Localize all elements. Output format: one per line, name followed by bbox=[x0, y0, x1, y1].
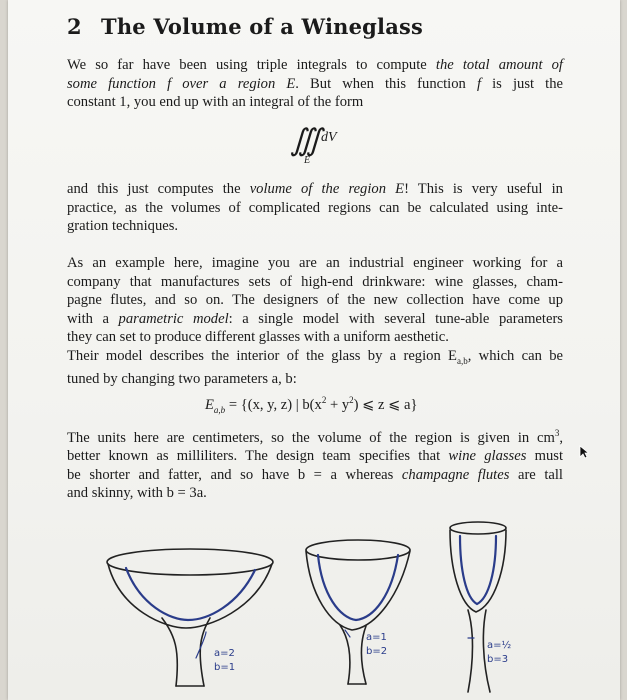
units-line-3 bbox=[67, 466, 563, 485]
example-subscript: a,b bbox=[456, 355, 468, 366]
paragraph-intro bbox=[67, 56, 563, 112]
units-exponent: 3 bbox=[554, 428, 560, 438]
formula-text: + y bbox=[326, 396, 350, 413]
volume-line-1 bbox=[67, 180, 563, 199]
units-line-2 bbox=[67, 447, 563, 466]
formula-E: E bbox=[205, 396, 214, 413]
formula-exponent: 2 bbox=[321, 395, 327, 405]
sketch-champagne-flute bbox=[450, 522, 509, 692]
example-line-3: pagne flutes, and so on. The designers of the new collection have come up bbox=[67, 292, 563, 308]
math-E: E bbox=[286, 75, 296, 92]
integral-domain: E bbox=[304, 155, 311, 166]
example-text: Their model describes the interior of the glass by a region E bbox=[67, 347, 457, 364]
label-glass2-b: b=2 bbox=[366, 646, 388, 657]
label-glass1-a: a=2 bbox=[214, 648, 235, 659]
example-line-6 bbox=[67, 347, 563, 370]
sketch-medium-glass bbox=[306, 540, 410, 684]
wineglass-sketches bbox=[0, 500, 627, 700]
units-line-1 bbox=[67, 424, 563, 447]
intro-line-2 bbox=[67, 75, 563, 94]
intro-emphasis: the total amount of bbox=[435, 57, 563, 73]
example-emphasis: parametric model bbox=[118, 310, 229, 327]
triple-integral-symbol: ∭ bbox=[290, 124, 313, 157]
units-text: The units here are centimeters, so the volume of the region is given in cm bbox=[67, 429, 555, 446]
formula-text: = {(x, y, z) | b(x bbox=[225, 396, 322, 413]
paragraph-example bbox=[67, 254, 563, 388]
label-glass2-a: a=1 bbox=[366, 632, 387, 643]
math-f: f bbox=[476, 75, 481, 92]
example-text: , which can be bbox=[467, 347, 563, 364]
intro-line-1 bbox=[67, 56, 563, 75]
region-formula bbox=[205, 395, 418, 415]
intro-emphasis: some function bbox=[67, 75, 168, 92]
units-text: be shorter and fatter, and so have b = a whereas bbox=[67, 466, 402, 483]
units-line-4: and skinny, with b = 3a. bbox=[67, 485, 207, 502]
section-number: 2 bbox=[67, 14, 82, 39]
volume-emphasis: volume of the region E bbox=[249, 181, 405, 197]
units-emphasis: champagne flutes bbox=[401, 466, 510, 483]
example-line-4 bbox=[67, 310, 563, 329]
paragraph-units bbox=[67, 424, 563, 503]
example-text: : a single model with several tune-able parameters bbox=[228, 310, 563, 327]
example-text: with a bbox=[67, 310, 119, 327]
intro-text: We so far have been using triple integrals to compute bbox=[67, 57, 436, 73]
example-line-2: company that manufactures sets of high-end drinkware: wine glasses, cham- bbox=[67, 273, 563, 290]
section-heading bbox=[67, 14, 423, 39]
paragraph-volume bbox=[67, 180, 563, 236]
volume-line-2: practice, as the volumes of complicated regions can be calculated using inte- bbox=[67, 199, 563, 216]
formula-text: ) ⩽ z ⩽ a} bbox=[353, 396, 418, 413]
integral-differential: dV bbox=[321, 130, 337, 145]
units-text: better known as milliliters. The design team specifies that bbox=[67, 448, 449, 465]
volume-text: and this just computes the bbox=[67, 181, 250, 197]
units-emphasis: wine glasses bbox=[448, 448, 527, 465]
label-glass1-b: b=1 bbox=[214, 662, 236, 673]
math-f: f bbox=[167, 75, 172, 92]
intro-text: . But when this function bbox=[295, 75, 477, 92]
intro-line-3: constant 1, you end up with an integral of the form bbox=[67, 94, 364, 110]
section-title: The Volume of a Wineglass bbox=[101, 14, 424, 39]
intro-text: is just the bbox=[481, 75, 563, 92]
units-text: are tall bbox=[509, 466, 563, 483]
formula-subscript: a,b bbox=[213, 404, 226, 415]
example-line-7: tuned by changing two parameters a, b: bbox=[67, 370, 297, 387]
units-text: must bbox=[526, 448, 564, 465]
volume-text: ! This is very useful in bbox=[404, 181, 563, 197]
formula-exponent: 2 bbox=[349, 395, 354, 405]
units-text: , bbox=[559, 429, 563, 446]
volume-line-3: gration techniques. bbox=[67, 218, 179, 234]
sketch-wine-glass bbox=[107, 549, 273, 686]
example-line-5: they can set to produce different glasses with a uniform aesthetic. bbox=[67, 329, 449, 345]
example-line-1: As an example here, imagine you are an industrial engineer working for a bbox=[67, 255, 563, 271]
mouse-cursor-icon bbox=[579, 445, 589, 459]
intro-emphasis: over a region bbox=[171, 75, 287, 92]
label-glass3-a: a=½ bbox=[487, 640, 512, 651]
label-glass3-b: b=3 bbox=[487, 654, 509, 665]
